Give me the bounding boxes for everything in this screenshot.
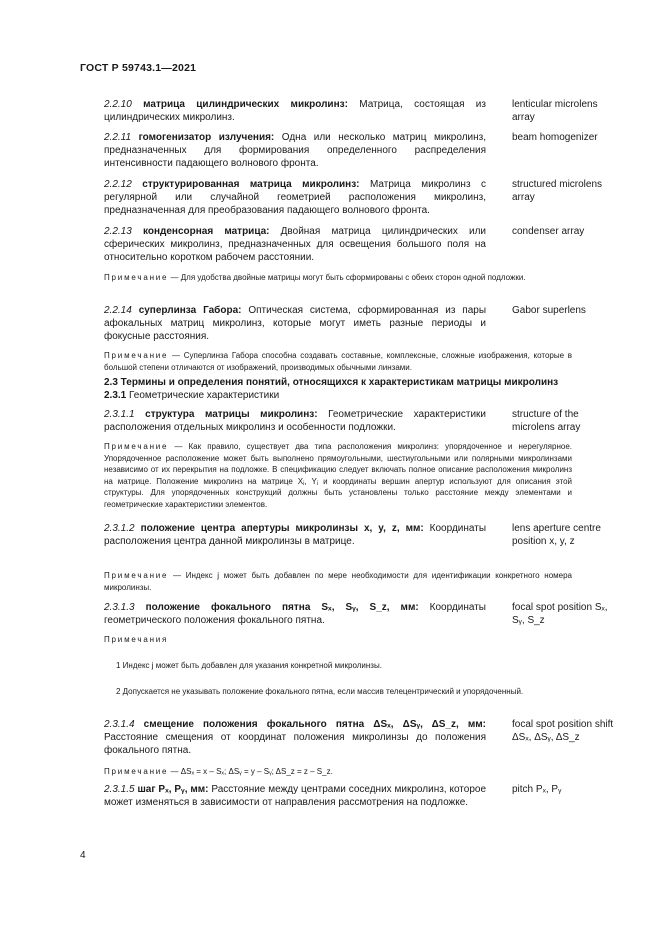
term-body: Матрица, состоящая из цилиндрических микролинз. [104, 99, 486, 124]
note-dual-arrays [80, 272, 572, 284]
term-definition [80, 225, 486, 265]
term-number: 2.2.10 [104, 99, 132, 110]
term-english: beam homogenizer [512, 132, 598, 143]
term-2-3-1-3 [80, 601, 608, 627]
section-2-3-1-title [104, 389, 584, 402]
note-label: Примечание [104, 767, 169, 776]
note-body: — Для удобства двойные матрицы могут быть сформированы с обеих сторон одной подложки. [168, 273, 526, 282]
term-heading: положение фокального пятна Sₓ, Sᵧ, S_z, мм: [145, 602, 419, 613]
note-label: Примечания [104, 635, 169, 644]
term-2-3-1-1 [80, 408, 600, 434]
term-definition [80, 304, 486, 344]
term-heading: структурированная матрица микролинз: [142, 179, 360, 190]
page-number: 4 [80, 850, 86, 861]
term-body: Расстояние смещения от координат положения микролинзы до положения фокального пятна. [104, 732, 486, 757]
term-english: structure of the microlens array [512, 409, 581, 434]
term-number: 2.3.1.2 [104, 523, 135, 534]
term-body: Геометрические характеристики расположения отдельных микролинз и особенности подложки. [104, 409, 486, 434]
term-heading: конденсорная матрица: [142, 226, 270, 237]
section-number: 2.3.1 [104, 390, 127, 401]
note-body: — Индекс j может быть добавлен по мере необходимости для идентификации конкретного номера микролинзы. [104, 571, 572, 592]
term-body: Координаты геометрического положения фокального пятна. [104, 602, 486, 627]
note-body: — Как правило, существует два типа расположения микролинз: упорядоченное и нерегулярное. Упорядоченное расположение может быть выполнено прямоугольными, шестиугольными или полярными микролинзами независимо от их перекрытия на подложке. В спецификацию следует включать полное описание расположения микролинз на матрице. Положение микролинз на матрице Xⱼ, Yⱼ и координаты вершин апертур используют для описания этой структуры. Для упорядоченных конструкций должны быть установлены только расстояние между элементами и геометрические характеристики элементов. [104, 442, 572, 509]
term-english: structured microlens array [512, 179, 603, 204]
note-label: Примечание [104, 442, 169, 451]
term-english: lenticular microlens array [512, 99, 598, 124]
term-2-3-1-2 [80, 522, 600, 548]
note-index-j [80, 570, 572, 593]
term-english: condenser array [512, 226, 585, 237]
term-body: Координаты расположения центра данной микролинзы в матрице. [104, 523, 487, 548]
term-english: focal spot position shift ΔSₓ, ΔSᵧ, ΔS_z [512, 719, 614, 744]
term-english: pitch Pₓ, Pᵧ [512, 784, 562, 795]
term-body: Двойная матрица цилиндрических или сферических микролинз, предназначенных для освещения большого поля на относительно коротком рабочем расстоянии. [104, 226, 486, 264]
note-label: Примечание [104, 571, 169, 580]
term-body: Оптическая система, сформированная из пары афокальных матриц микролинз, которые могут иметь разные периоды и фокусные расстояния. [104, 305, 487, 343]
term-heading: смещение положения фокального пятна ΔSₓ, ΔSᵧ, ΔS_z, мм: [143, 719, 487, 730]
term-heading: матрица цилиндрических микролинз: [143, 99, 348, 110]
term-body: Расстояние между центрами соседних микролинз, которое может изменяться в зависимости от направления рассмотрения на подложке. [104, 784, 486, 809]
term-2-3-1-4 [80, 718, 614, 758]
term-definition [80, 98, 486, 124]
term-body: Одна или несколько матриц микролинз, предназначенных для формирования определенного распределения интенсивности падающего волнового фронта. [104, 132, 487, 170]
note-gabor [80, 350, 572, 373]
term-2-2-13 [80, 225, 600, 265]
term-2-2-11 [80, 131, 600, 171]
term-heading: гомогенизатор излучения: [138, 132, 275, 143]
note-structure [80, 441, 572, 511]
section-text: Геометрические характеристики [126, 390, 280, 401]
section-2-3-title: 2.3 Термины и определения понятий, относящихся к характеристикам матрицы микролинз [104, 377, 559, 388]
term-number: 2.2.11 [104, 132, 132, 143]
term-number: 2.2.12 [104, 179, 132, 190]
term-2-2-12 [80, 178, 603, 218]
term-number: 2.2.14 [104, 305, 132, 316]
term-heading: суперлинза Габора: [138, 305, 242, 316]
term-number: 2.2.13 [104, 226, 132, 237]
notes-focal-spot-label [80, 634, 572, 646]
note-label: Примечание [104, 273, 169, 282]
term-body: Матрица микролинз с регулярной или случайной геометрией расположения микролинз, предназначенная для преобразования падающего волнового фронта. [104, 179, 486, 217]
term-2-2-10 [80, 98, 600, 124]
term-number: 2.3.1.4 [104, 719, 135, 730]
term-number: 2.3.1.3 [104, 602, 135, 613]
note-body: — Суперлинза Габора способна создавать составные, комплексные, сложные изображения, которые в большой степени отличаются от изображений, производимых обычными линзами. [104, 351, 572, 372]
term-definition [80, 131, 486, 171]
term-heading: положение центра апертуры микролинзы x, y, z, мм: [140, 523, 424, 534]
term-definition [80, 783, 486, 809]
note-item-1: 1 Индекс j может быть добавлен для указания конкретной микролинзы. [116, 661, 382, 670]
document-code: ГОСТ Р 59743.1—2021 [80, 62, 197, 74]
term-number: 2.3.1.1 [104, 409, 135, 420]
term-definition [80, 408, 486, 434]
term-definition [80, 718, 486, 758]
term-number: 2.3.1.5 [104, 784, 135, 795]
term-heading: шаг Pₓ, Pᵧ, мм: [137, 784, 209, 795]
term-heading: структура матрицы микролинз: [145, 409, 318, 420]
term-english: lens aperture centre position x, y, z [512, 523, 601, 548]
note-label: Примечание [104, 351, 169, 360]
term-definition [80, 601, 486, 627]
term-2-2-14 [80, 304, 600, 344]
term-english: focal spot position Sₓ, Sᵧ, S_z [512, 602, 608, 627]
note-body: — ΔSₓ = x – Sₓ; ΔSᵧ = y – Sᵧ; ΔS_z = z – S_z. [168, 767, 333, 776]
note-item-2: 2 Допускается не указывать положение фокального пятна, если массив телецентрический и упорядоченный. [116, 687, 524, 696]
term-english: Gabor superlens [512, 305, 586, 316]
term-definition [80, 178, 486, 218]
note-shift-formula [80, 766, 572, 778]
term-definition [80, 522, 486, 548]
term-2-3-1-5 [80, 783, 600, 809]
